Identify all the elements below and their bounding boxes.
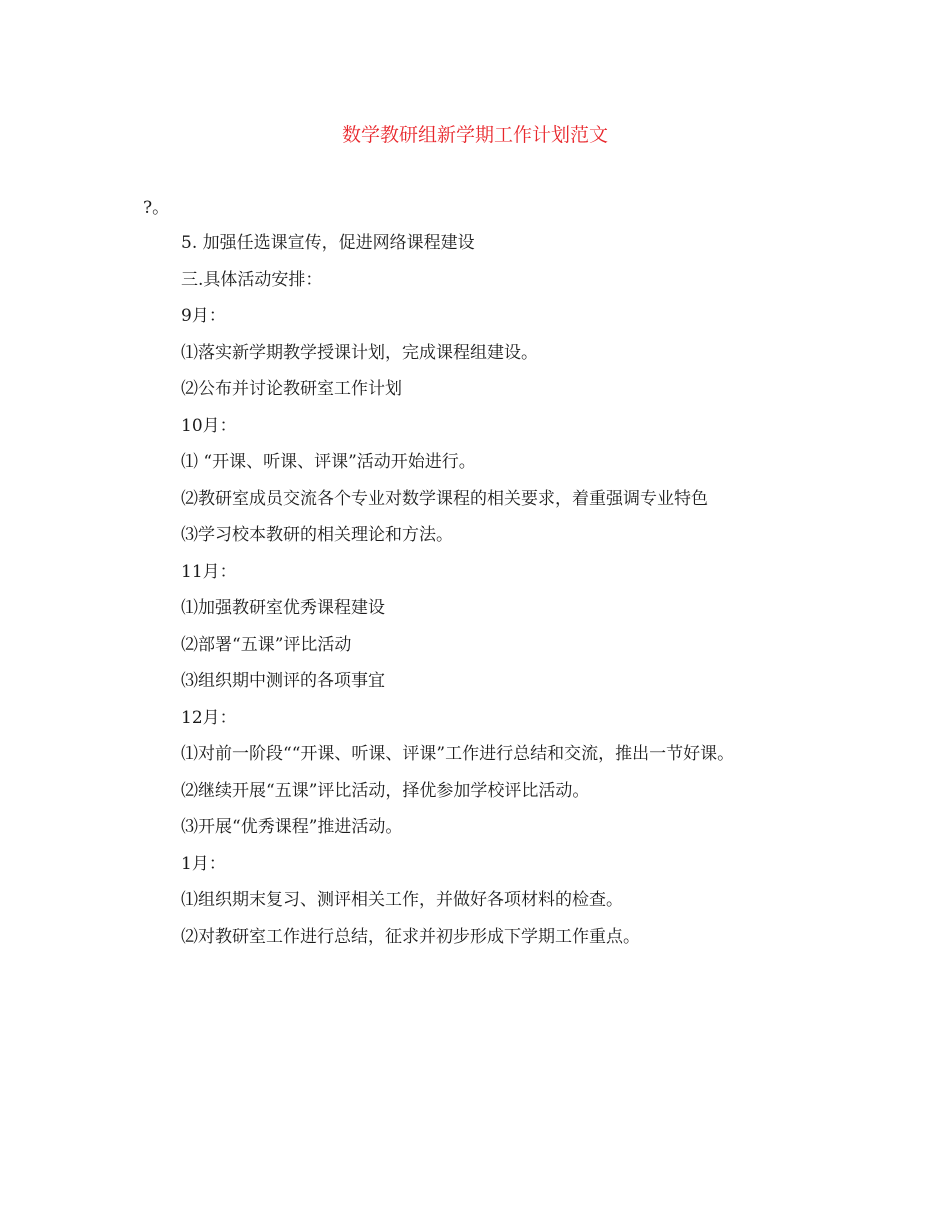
- body-line: ⑵部署“五课”评比活动: [181, 634, 352, 655]
- document-title: 数学教研组新学期工作计划范文: [341, 124, 608, 146]
- body-line: 9月：: [181, 306, 226, 326]
- body-line: 10月：: [181, 415, 237, 436]
- body-line: 12月：: [181, 707, 237, 728]
- body-line: ⑶学习校本教研的相关理论和方法。: [181, 525, 453, 545]
- body-line: ⑴加强教研室优秀课程建设: [181, 598, 385, 618]
- body-line: 11月：: [181, 561, 237, 582]
- body-line: ⑵继续开展“五课”评比活动，择优参加学校评比活动。: [181, 780, 590, 801]
- body-line: ⑴ “开课、听课、评课”活动开始进行。: [181, 452, 476, 472]
- body-text: [181, 230, 921, 960]
- body-line: ⑴组织期末复习、测评相关工作，并做好各项材料的检查。: [181, 890, 623, 910]
- lead-fragment: ?。: [143, 198, 170, 218]
- body-line: ⑶组织期中测评的各项事宜: [181, 671, 385, 691]
- body-line: 1月：: [181, 853, 226, 874]
- body-line: ⑴对前一阶段““开课、听课、评课”工作进行总结和交流，推出一节好课。: [181, 744, 735, 764]
- body-line: ⑶开展“优秀课程”推进活动。: [181, 817, 403, 837]
- body-line: 三.具体活动安排：: [181, 269, 323, 290]
- body-line: ⑴落实新学期教学授课计划，完成课程组建设。: [181, 342, 538, 363]
- body-line: ⑵对教研室工作进行总结，征求并初步形成下学期工作重点。: [181, 926, 640, 947]
- body-line: ⑵公布并讨论教研室工作计划: [181, 379, 402, 399]
- body-line: 5. 加强任选课宣传，促进网络课程建设: [181, 233, 475, 253]
- body-line: ⑵教研室成员交流各个专业对数学课程的相关要求，着重强调专业特色: [181, 488, 708, 509]
